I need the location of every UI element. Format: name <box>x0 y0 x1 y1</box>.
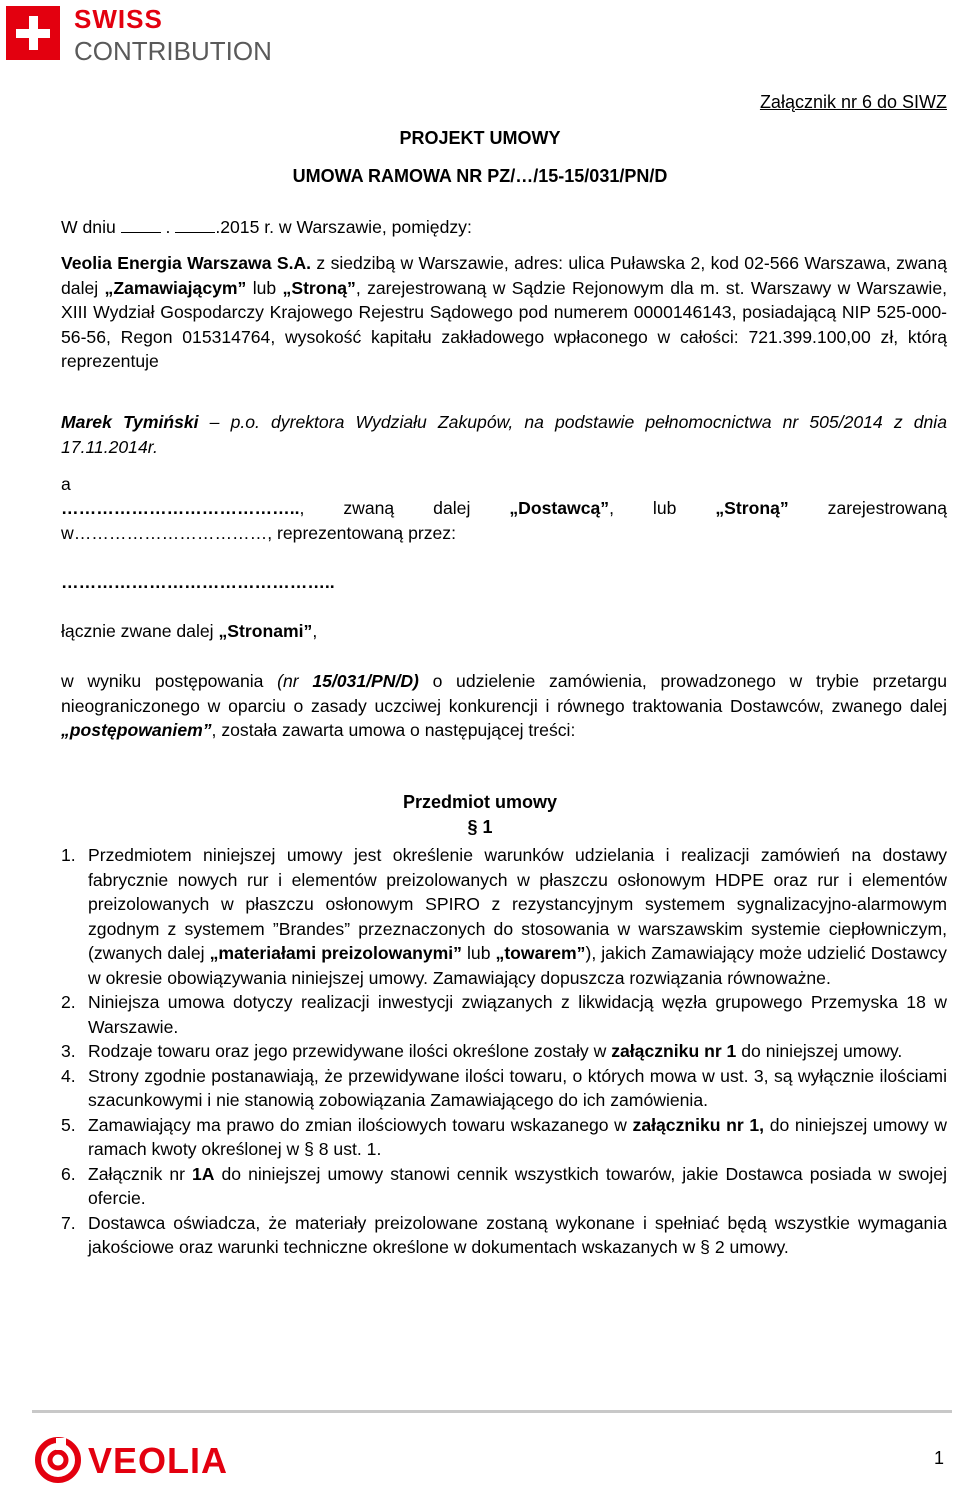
annex-label: Załącznik nr 6 do SIWZ <box>759 92 947 112</box>
veolia-wordmark: VEOLIA <box>88 1440 229 1481</box>
party-1-role-2: „Stroną” <box>282 277 356 298</box>
procedure-paragraph: w wyniku postępowania (nr 15/031/PN/D) o udzielenie zamówienia, prowadzonego w trybie przetargu nieograniczonego w oparciu o zasady uczciwej konkurencji i równego traktowania Dostawców, zwanego dalej „postępowaniem”, została zawarta umowa o następującej treści: <box>61 671 947 740</box>
footer-divider <box>32 1410 952 1413</box>
party-2-representative-placeholder: ……………………………………….. <box>61 572 335 592</box>
party-1-role: „Zamawiającym” <box>104 277 247 298</box>
party-2-name-placeholder: ………………………………….. <box>61 498 300 518</box>
swiss-cross-icon <box>6 6 60 60</box>
page-number: 1 <box>933 1448 944 1468</box>
list-item: 7. Dostawca oświadcza, że materiały preizolowane zostaną wykonane i spełniać będą wszystkie wymagania jakościowe oraz warunki techniczne określone w dokumentach wskazanych w § 2 umowy. <box>61 1212 947 1257</box>
veolia-swirl-icon <box>34 1436 82 1484</box>
procedure-term: „postępowaniem” <box>61 720 212 740</box>
list-item: 3. Rodzaje towaru oraz jego przewidywane ilości określone zostały w załączniku nr 1 do niniejszej umowy. <box>61 1041 903 1061</box>
party-2-role: „Dostawcą” <box>509 498 610 518</box>
conjunction-a: a <box>61 474 71 494</box>
logo-text-swiss: SWISS <box>74 4 163 34</box>
section-paragraph-number: § 1 <box>467 817 493 837</box>
section-title: Przedmiot umowy <box>402 792 558 812</box>
logo-text-contribution: CONTRIBUTION <box>74 36 272 66</box>
list-item: 1. Przedmiotem niniejszej umowy jest określenie warunków udzielania i realizacji zamówień na dostawy fabrycznie nowych rur i elementów preizolowanych w płaszczu osłonowym HDPE oraz rur i elementów preizolowanych w płaszczu osłonowym SPIRO z rezystancyjnym systemem sygnalizacyjno-alarmowym zgodnym z systemem ”Brandes” przeznaczonych do stosowania w warszawskim systemie ciepłowniczym, (zwanych dalej „materiałami preizolowanymi” lub „towarem”), jakich Zamawiający może udzielić Dostawcy w okresie obowiązywania niniejszej umowy. Zamawiający dopuszcza rozwiązania równoważne. <box>61 845 947 988</box>
party-1-paragraph: Veolia Energia Warszawa S.A. z siedzibą w Warszawie, adres: ulica Puławska 2, kod 02-566 Warszawa, zwaną dalej „Zamawiającym” lub „Stroną”, zarejestrowaną w Sądzie Rejonowym dla m. st. Warszawy w Warszawie, XIII Wydział Gospodarczy Krajowego Rejestru Sądowego pod numerem 0000146143, posiadającą NIP 525-000-56-56, Regon 015314764, wysokość kapitału zakładowego wpłaconego w całości: 721.399.100,00 zł, którą reprezentuje <box>61 253 948 371</box>
date-blank-month[interactable] <box>175 214 215 233</box>
date-blank-day[interactable] <box>121 214 161 233</box>
date-line: W dniu . .2015 r. w Warszawie, pomiędzy: <box>61 214 947 240</box>
clause-list <box>61 843 947 1260</box>
contract-number: UMOWA RAMOWA NR PZ/…/15-15/031/PN/D <box>292 166 668 186</box>
party-2-paragraph: ………………………………….., zwaną dalej „Dostawcą”, lub „Stroną” zarejestrowaną w……………………………, reprezentowaną przez: <box>61 498 947 543</box>
document-title: PROJEKT UMOWY <box>399 128 561 148</box>
list-item: 5. Zamawiający ma prawo do zmian ilościowych towaru wskazanego w załączniku nr 1, do niniejszej umowy w ramach kwoty określonej w § 8 ust. 1. <box>61 1114 947 1159</box>
representative-paragraph: Marek Tymiński – p.o. dyrektora Wydziału Zakupów, na podstawie pełnomocnictwa nr 505/2014 z dnia 17.11.2014r. <box>61 412 947 457</box>
parties-term: „Stronami” <box>218 621 313 641</box>
representative-name: Marek Tymiński <box>61 412 199 432</box>
list-item: 2. Niniejsza umowa dotyczy realizacji inwestycji związanych z likwidacją węzła grupowego Przemyska 18 w Warszawie. <box>61 992 947 1037</box>
party-1-name: Veolia Energia Warszawa S.A. <box>61 253 312 273</box>
parties-together-line: łącznie zwane dalej „Stronami”, <box>61 621 318 641</box>
list-item: 6. Załącznik nr 1A do niniejszej umowy stanowi cennik wszystkich towarów, jakie Dostawca posiada w swojej ofercie. <box>61 1163 947 1208</box>
procedure-number: 15/031/PN/D) <box>312 671 419 691</box>
list-item: 4. Strony zgodnie postanawiają, że przewidywane ilości towaru, o których mowa w ust. 3, są wyłącznie ilościami szacunkowymi i nie stanowią zobowiązania Zamawiającego do ich zamówienia. <box>61 1065 947 1110</box>
party-2-role-2: „Stroną” <box>715 498 789 518</box>
